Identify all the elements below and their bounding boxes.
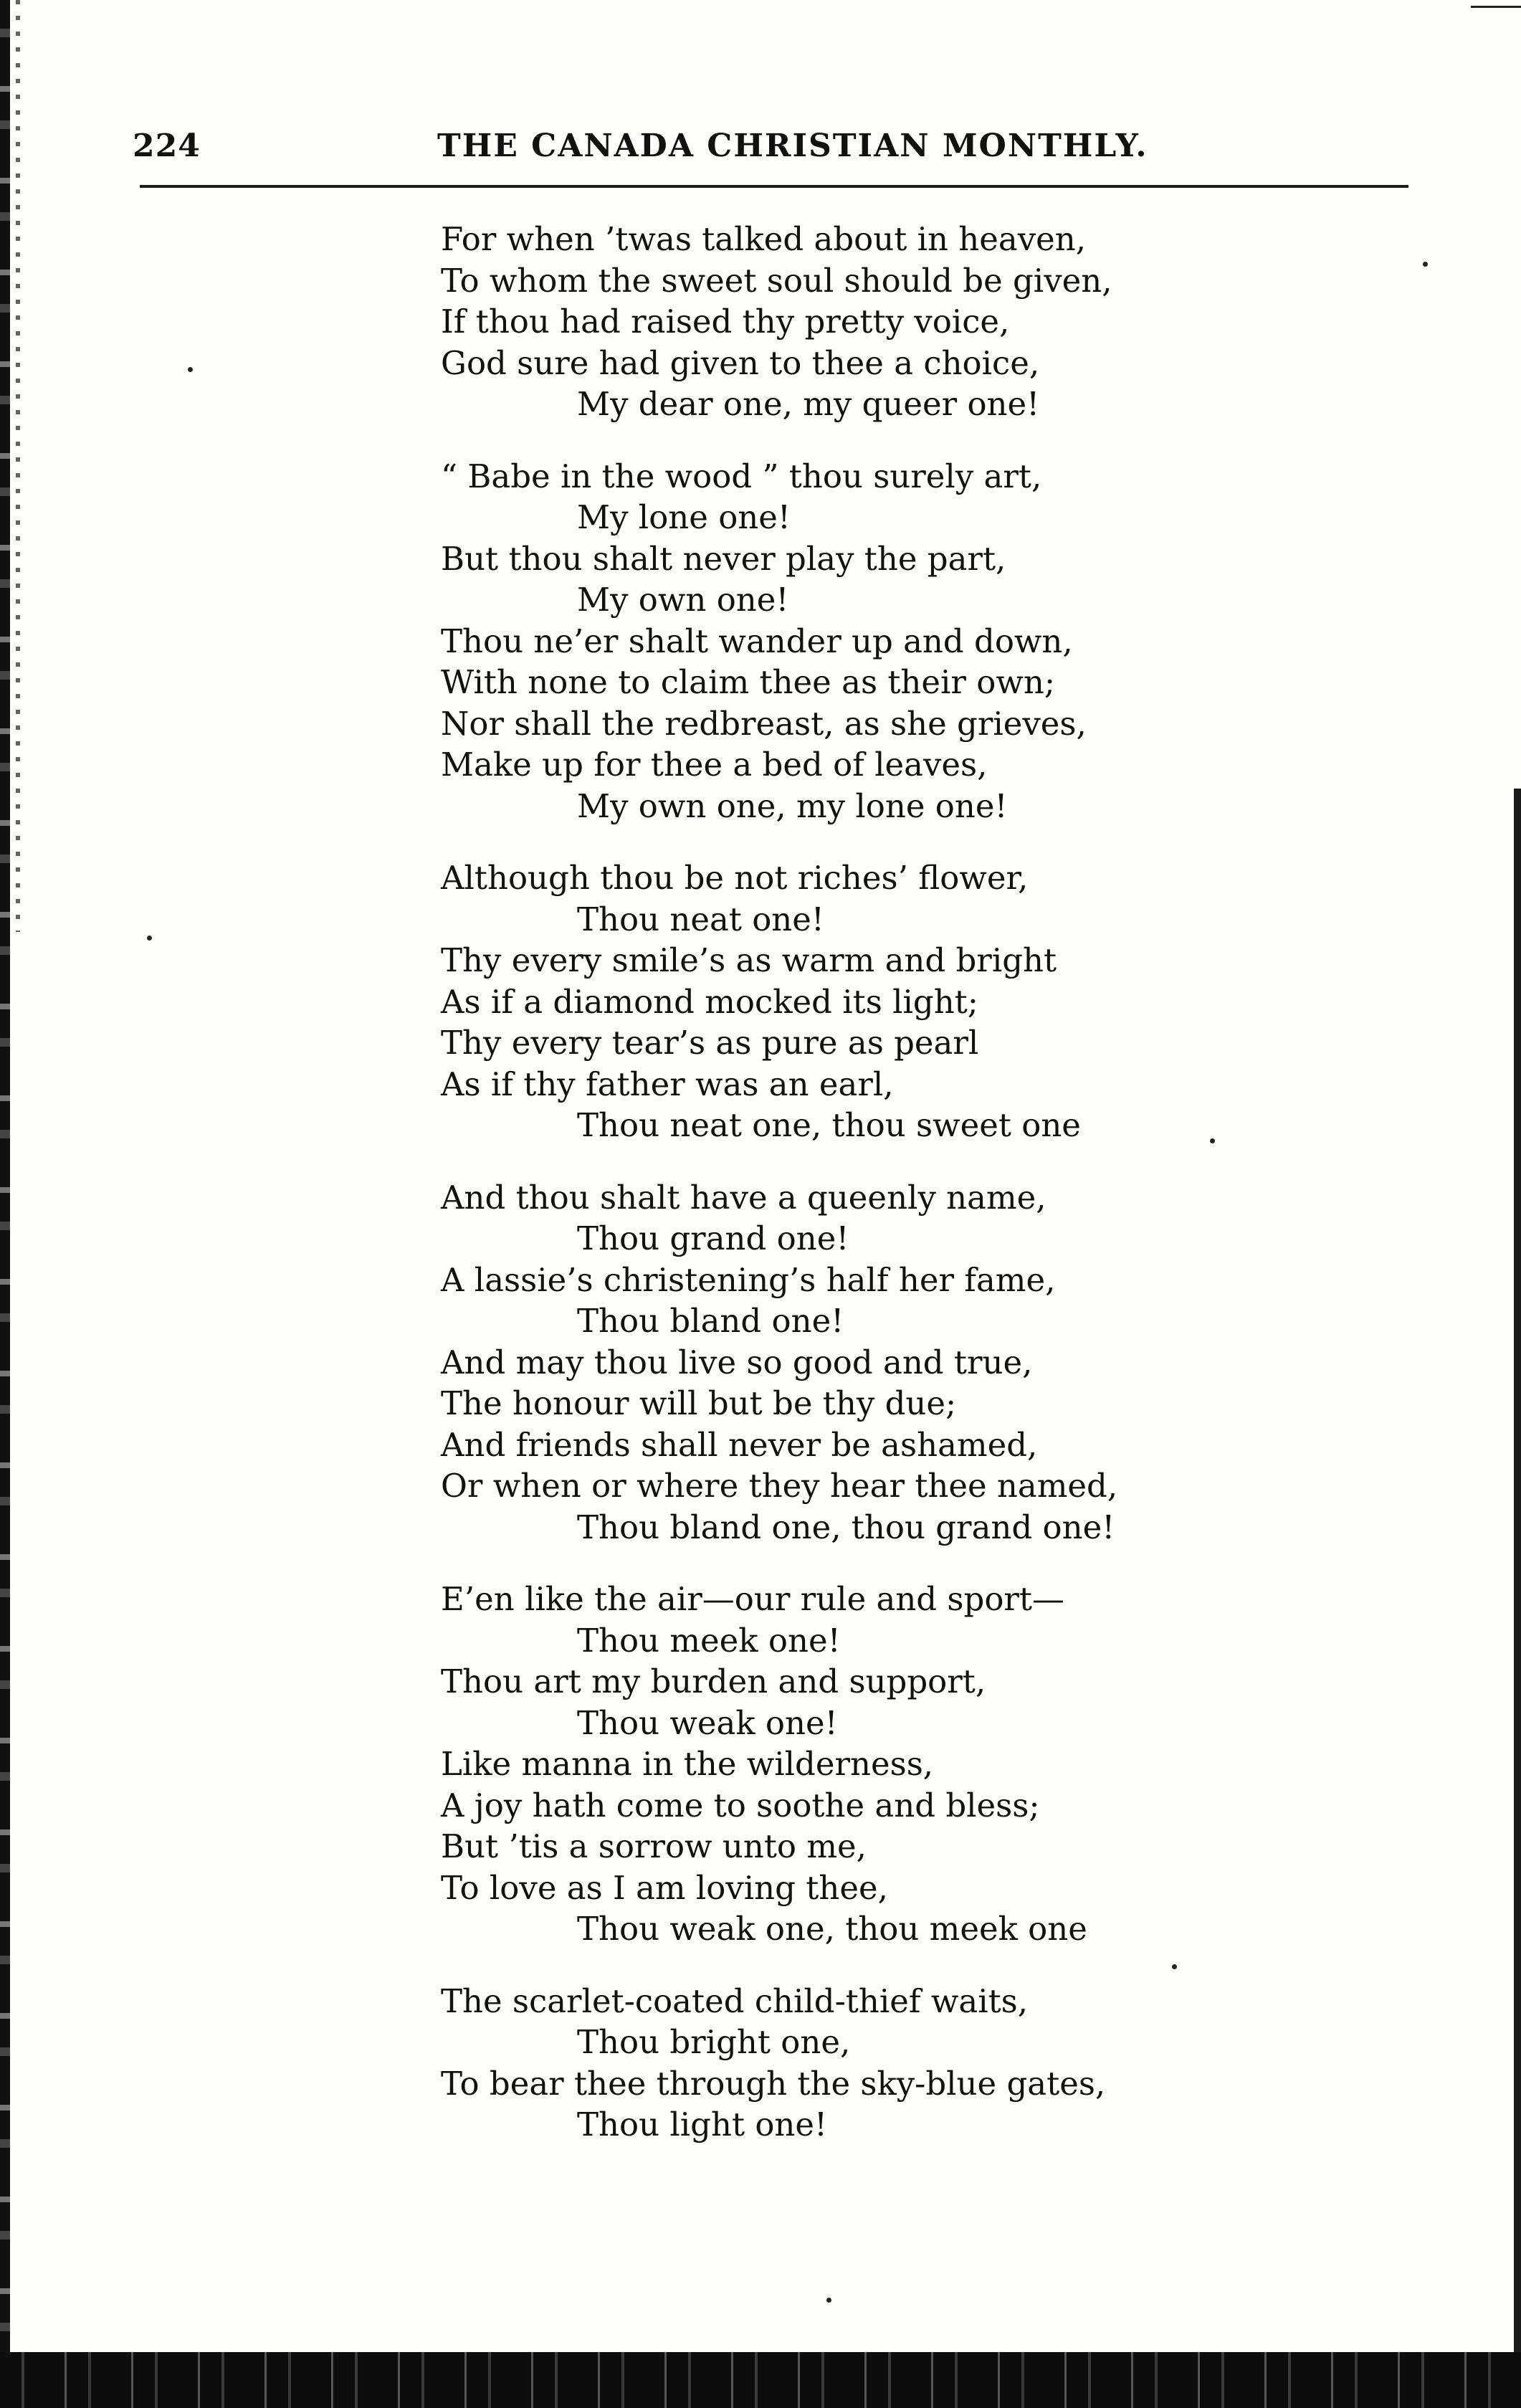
print-speck bbox=[1172, 1964, 1177, 1969]
print-speck bbox=[826, 2298, 831, 2303]
poem-line: Thou art my burden and support, bbox=[441, 1662, 986, 1700]
stanza bbox=[441, 857, 1158, 1146]
running-head bbox=[133, 128, 1412, 178]
poem-line: Thou ne’er shalt wander up and down, bbox=[441, 622, 1073, 660]
poem-refrain-line: My lone one! bbox=[577, 498, 791, 536]
scan-mark bbox=[1471, 6, 1521, 8]
binding-holes bbox=[16, 0, 20, 932]
stanza bbox=[441, 219, 1158, 425]
stanza bbox=[441, 1981, 1158, 2146]
poem-refrain-line: My own one! bbox=[577, 581, 789, 619]
poem-refrain-line: Thou bland one! bbox=[577, 1302, 844, 1340]
poem-line: God sure had given to thee a choice, bbox=[441, 343, 1040, 382]
poem-refrain-line: My dear one, my queer one! bbox=[577, 385, 1040, 423]
poem-line: A joy hath come to soothe and bless; bbox=[441, 1786, 1040, 1824]
print-speck bbox=[188, 367, 193, 372]
poem-line: The honour will but be thy due; bbox=[441, 1384, 957, 1422]
poem-refrain-line: Thou weak one, thou meek one bbox=[577, 1910, 1087, 1948]
poem-line: Thy every smile’s as warm and bright bbox=[441, 941, 1057, 979]
poem-refrain-line: Thou meek one! bbox=[577, 1621, 841, 1660]
poem-line: If thou had raised thy pretty voice, bbox=[441, 303, 1010, 341]
poem-line: To whom the sweet soul should be given, bbox=[441, 261, 1112, 300]
poem bbox=[441, 219, 1158, 2176]
poem-line: And may thou live so good and true, bbox=[441, 1343, 1033, 1381]
poem-line: Like manna in the wilderness, bbox=[441, 1745, 934, 1783]
poem-line: “ Babe in the wood ” thou surely art, bbox=[441, 457, 1042, 495]
poem-line: A lassie’s christening’s half her fame, bbox=[441, 1260, 1056, 1299]
poem-line: Thy every tear’s as pure as pearl bbox=[441, 1024, 979, 1062]
poem-line: The scarlet-coated child-thief waits, bbox=[441, 1981, 1029, 2020]
poem-refrain-line: My own one, my lone one! bbox=[577, 786, 1008, 825]
print-speck bbox=[1423, 262, 1428, 267]
poem-line: To bear thee through the sky-blue gates, bbox=[441, 2064, 1106, 2103]
poem-line: As if thy father was an earl, bbox=[441, 1065, 894, 1103]
poem-line: Although thou be not riches’ flower, bbox=[441, 859, 1029, 897]
header-rule bbox=[140, 185, 1408, 188]
binding-edge bbox=[0, 0, 10, 2408]
poem-line: To love as I am loving thee, bbox=[441, 1868, 888, 1907]
poem-refrain-line: Thou bland one, thou grand one! bbox=[577, 1508, 1115, 1546]
poem-refrain-line: Thou light one! bbox=[577, 2105, 828, 2143]
stanza bbox=[441, 456, 1158, 827]
bottom-edge-shadow bbox=[0, 2352, 1521, 2408]
poem-line: For when ’twas talked about in heaven, bbox=[441, 220, 1087, 258]
poem-refrain-line: Thou neat one, thou sweet one bbox=[577, 1106, 1081, 1144]
poem-line: And friends shall never be ashamed, bbox=[441, 1425, 1038, 1464]
print-speck bbox=[1210, 1138, 1215, 1143]
poem-refrain-line: Thou weak one! bbox=[577, 1703, 838, 1742]
page-edge-shadow bbox=[1514, 789, 1521, 2366]
print-speck bbox=[147, 936, 152, 941]
page-number: 224 bbox=[133, 128, 201, 164]
stanza bbox=[441, 1579, 1158, 1950]
poem-line: But thou shalt never play the part, bbox=[441, 539, 1006, 578]
poem-refrain-line: Thou neat one! bbox=[577, 900, 824, 938]
poem-line: Or when or where they hear thee named, bbox=[441, 1467, 1118, 1505]
poem-line: E’en like the air—our rule and sport— bbox=[441, 1580, 1065, 1618]
poem-refrain-line: Thou grand one! bbox=[577, 1219, 849, 1257]
journal-title: THE CANADA CHRISTIAN MONTHLY. bbox=[437, 128, 1148, 164]
poem-line: Nor shall the redbreast, as she grieves, bbox=[441, 704, 1087, 743]
poem-line: But ’tis a sorrow unto me, bbox=[441, 1827, 867, 1865]
poem-refrain-line: Thou bright one, bbox=[577, 2023, 851, 2061]
stanza bbox=[441, 1177, 1158, 1548]
poem-line: As if a diamond mocked its light; bbox=[441, 982, 978, 1021]
poem-line: Make up for thee a bed of leaves, bbox=[441, 746, 988, 784]
poem-line: With none to claim thee as their own; bbox=[441, 663, 1055, 701]
poem-line: And thou shalt have a queenly name, bbox=[441, 1178, 1046, 1217]
